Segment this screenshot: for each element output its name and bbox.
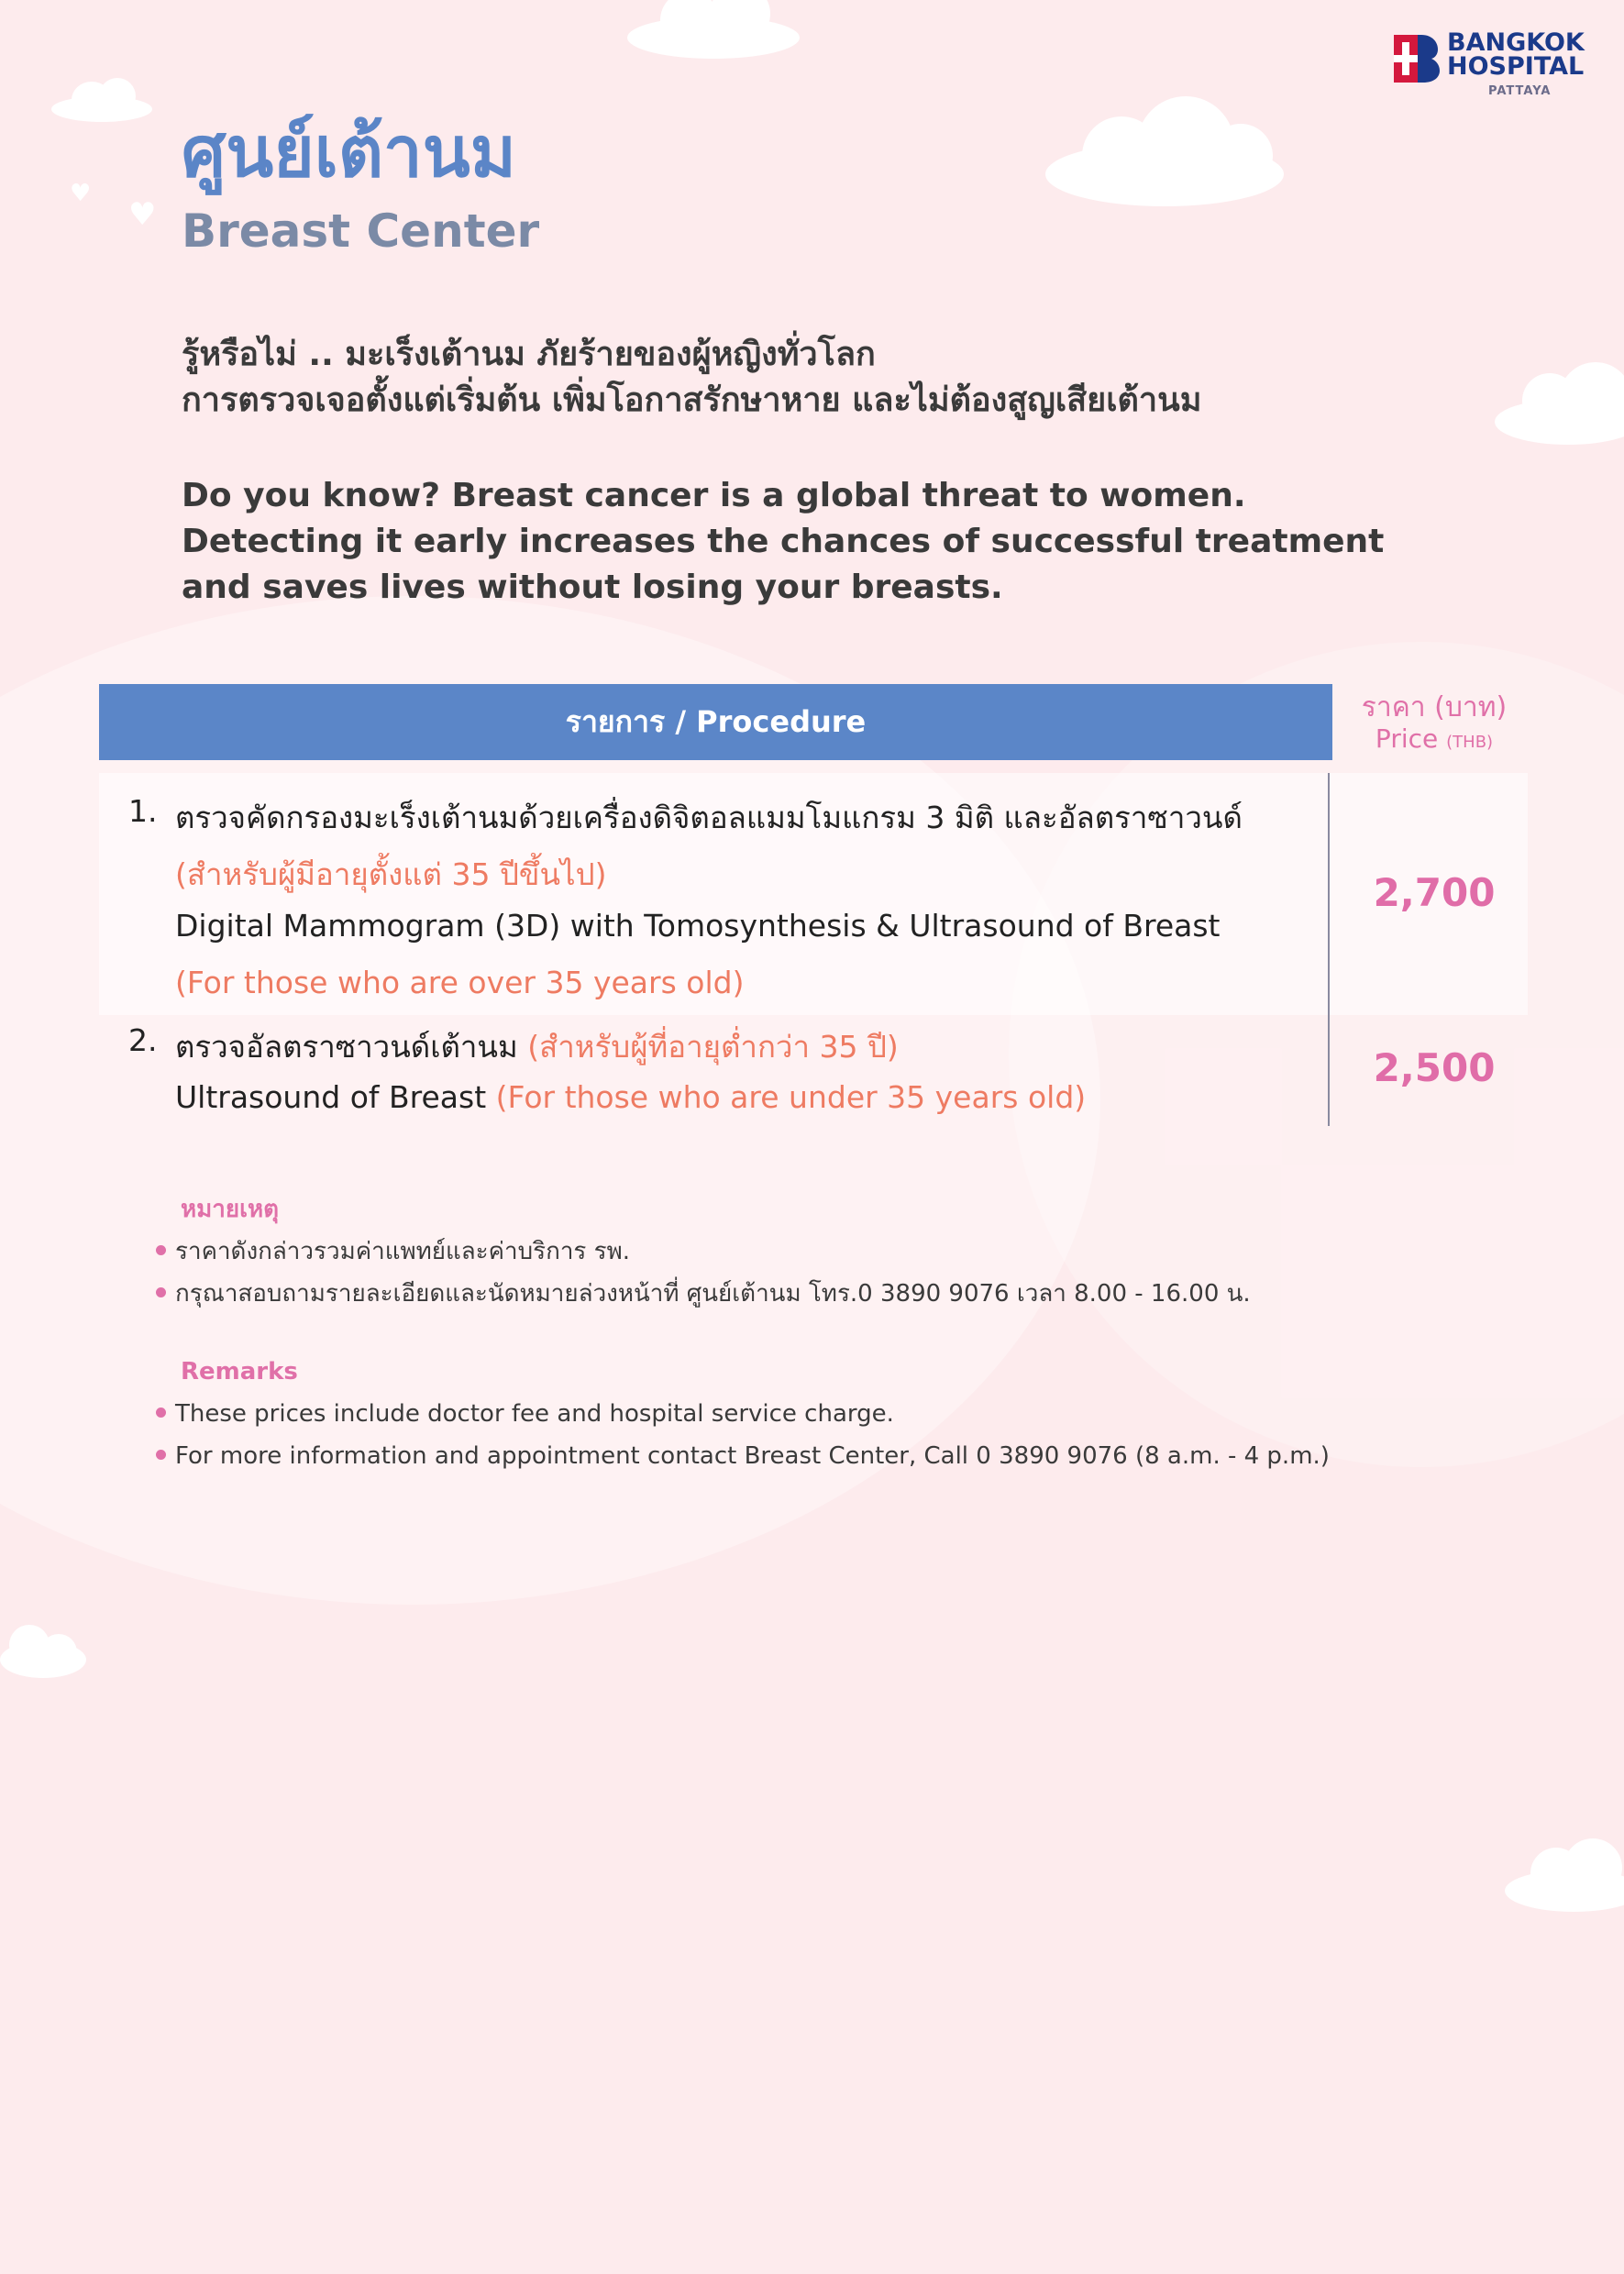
cloud-decoration: [1495, 362, 1624, 445]
note-item: กรุณาสอบถามรายละเอียดและนัดหมายล่วงหน้าที่ ศูนย์เต้านม โทร.0 3890 9076 เวลา 8.00 - 16.00 น.: [156, 1275, 1251, 1312]
item-number: 2.: [128, 1022, 158, 1058]
note-item: ราคาดังกล่าวรวมค่าแพทย์และค่าบริการ รพ.: [156, 1232, 630, 1270]
note-item: For more information and appointment contact Breast Center, Call 0 3890 9076 (8 a.m. - 4 p.m.): [156, 1442, 1330, 1470]
column-divider: [1328, 773, 1330, 1126]
item-english-note: (For those who are over 35 years old): [175, 965, 745, 1000]
cloud-decoration: [627, 0, 800, 61]
heart-icon: ♥: [128, 196, 157, 233]
item-thai-name: ตรวจคัดกรองมะเร็งเต้านมด้วยเครื่องดิจิตอลแมมโมแกรม 3 มิติ และอัลตราซาวนด์: [175, 800, 1243, 835]
cloud-decoration: [1045, 96, 1284, 206]
bangkok-hospital-logo: [1392, 29, 1598, 103]
table-row: [128, 1022, 1320, 1132]
cloud-decoration: [51, 78, 152, 124]
logo-subtitle: PATTAYA: [1488, 84, 1552, 98]
item-thai-note: (สำหรับผู้มีอายุตั้งแต่ 35 ปีขึ้นไป): [175, 856, 607, 892]
bullet-icon: [156, 1407, 166, 1418]
bullet-icon: [156, 1245, 166, 1255]
intro-english-line: Do you know? Breast cancer is a global threat to women.: [182, 477, 1246, 514]
page-title-english: Breast Center: [182, 204, 540, 258]
logo-text: BANGKOK HOSPITAL: [1447, 28, 1585, 81]
hospital-b-cross-icon: [1392, 33, 1442, 83]
item-english-line: [175, 1079, 1086, 1115]
item-thai-line: [175, 1022, 899, 1071]
price-header-english: Price (THB): [1375, 723, 1494, 754]
intro-english-line: Detecting it early increases the chances of successful treatment: [182, 523, 1385, 560]
item-number: 1.: [128, 793, 158, 829]
cloud-decoration: [1505, 1838, 1624, 1912]
item-price: 2,700: [1373, 870, 1496, 915]
bullet-icon: [156, 1287, 166, 1297]
procedure-column-header: รายการ / Procedure: [99, 684, 1332, 760]
page-title-thai: ศูนย์เต้านม: [182, 111, 516, 193]
table-row: [128, 793, 1320, 1013]
heart-icon: ♥: [70, 180, 92, 207]
notes-heading: หมายเหตุ: [181, 1196, 280, 1223]
intro-english-line: and saves lives without losing your breasts.: [182, 568, 1003, 606]
bullet-icon: [156, 1450, 166, 1460]
intro-thai-line: การตรวจเจอตั้งแต่เริ่มต้น เพิ่มโอกาสรักษาหาย และไม่ต้องสูญเสียเต้านม: [182, 381, 1202, 419]
intro-text: [182, 332, 1385, 611]
item-thai-note: (สำหรับผู้ที่อายุต่ำกว่า 35 ปี): [527, 1029, 899, 1065]
item-thai-name: ตรวจอัลตราซาวนด์เต้านม: [175, 1029, 518, 1065]
note-item: These prices include doctor fee and hospital service charge.: [156, 1400, 894, 1428]
cloud-decoration: [0, 1621, 86, 1680]
price-column-header: [1332, 692, 1536, 758]
item-price: 2,500: [1373, 1045, 1496, 1090]
item-english-name: Digital Mammogram (3D) with Tomosynthesis & Ultrasound of Breast: [175, 908, 1221, 944]
item-english-name: Ultrasound of Breast: [175, 1079, 487, 1115]
notes-heading: Remarks: [181, 1358, 298, 1385]
price-header-thai: ราคา (บาท): [1361, 691, 1508, 723]
item-english-note: (For those who are under 35 years old): [495, 1079, 1087, 1115]
intro-thai-line: รู้หรือไม่ .. มะเร็งเต้านม ภัยร้ายของผู้หญิงทั่วโลก: [182, 336, 876, 373]
